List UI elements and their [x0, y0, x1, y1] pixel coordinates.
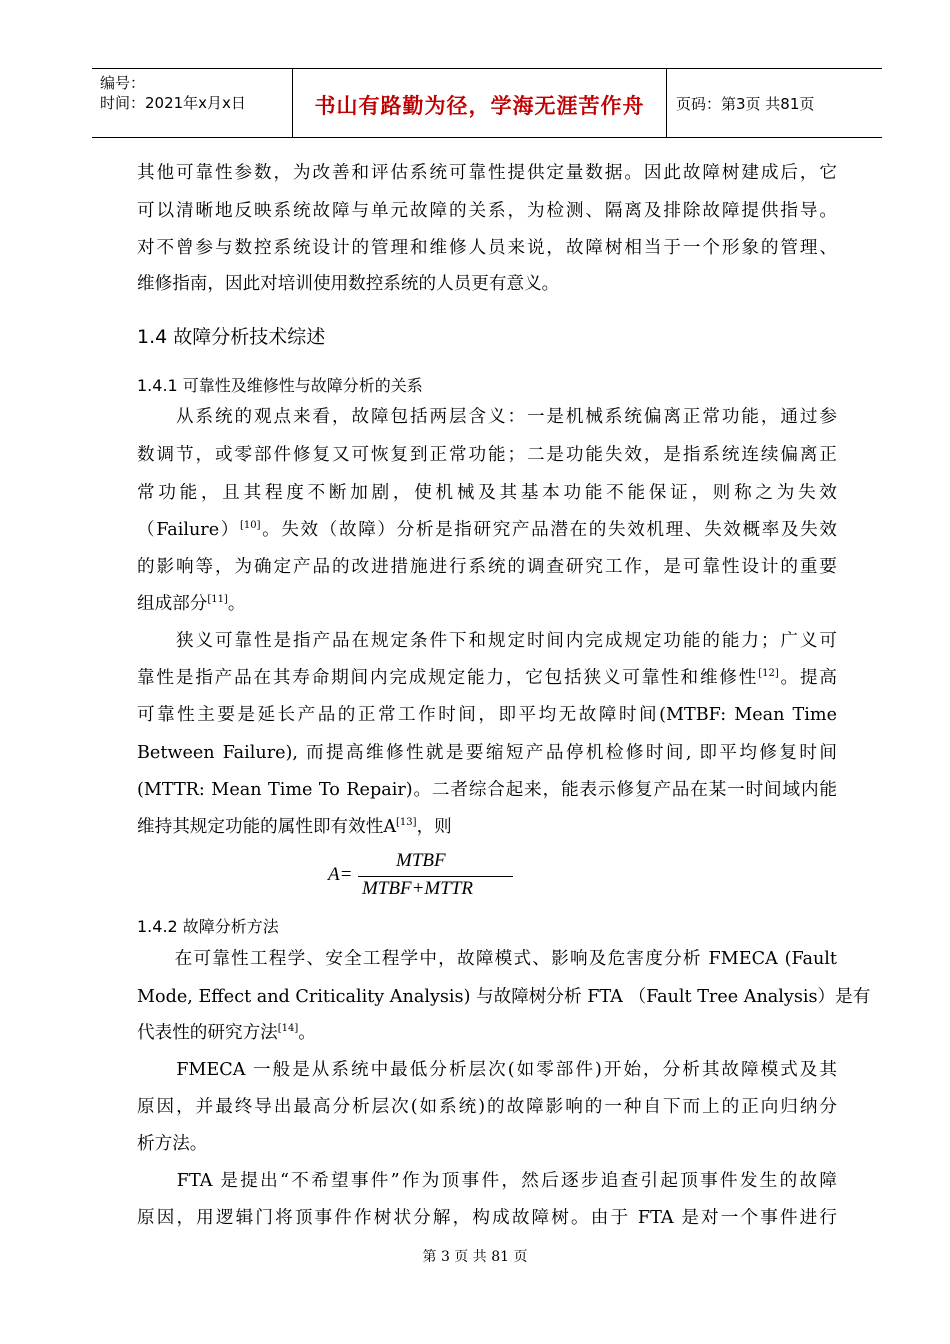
- text-line: 对不曾参与数控系统设计的管理和维修人员来说，故障树相当于一个形象的管理、: [137, 238, 837, 258]
- section-heading: 1.4 故障分析技术综述: [137, 326, 326, 348]
- text-span: 。失效（故障）分析是指研究产品潜在的失效机理、失效概率及失效: [260, 520, 837, 540]
- subsection-heading: 1.4.1 可靠性及维修性与故障分析的关系: [137, 376, 423, 395]
- citation: [10]: [239, 520, 261, 531]
- citation: [12]: [758, 668, 779, 679]
- citation: [11]: [207, 594, 228, 605]
- text-line: Mode, Effect and Criticality Analysis) 与故障树分析 FTA （Fault Tree Analysis）是有: [137, 987, 871, 1007]
- subsection-heading: 1.4.2 故障分析方法: [137, 917, 279, 936]
- text-line: 可靠性主要是延长产品的正常工作时间，即平均无故障时间(MTBF: Mean Time: [137, 705, 837, 725]
- text-span: 组成部分: [137, 594, 208, 614]
- page-footer: 第 3 页 共 81 页: [422, 1249, 528, 1265]
- text-line: [137, 815, 837, 839]
- text-line: 析方法。: [137, 1134, 208, 1154]
- text-line: (MTTR: Mean Time To Repair)。二者综合起来，能表示修复产品在某一时间域内能: [137, 780, 837, 800]
- text-line: 从系统的观点来看，故障包括两层含义：一是机械系统偏离正常功能，通过参: [137, 407, 837, 427]
- text-line: 常功能，且其程度不断加剧，使机械及其基本功能不能保证，则称之为失效: [137, 483, 837, 503]
- text-span: 维持其规定功能的属性即有效性A: [137, 817, 397, 837]
- text-span: 。: [298, 1023, 316, 1043]
- text-span: ，则: [416, 817, 452, 837]
- code-label: 编号：: [100, 74, 146, 92]
- header-page-cell: [666, 69, 882, 137]
- text-line: 原因，并最终导出最高分析层次(如系统)的故障影响的一种自下而上的正向归纳分: [137, 1097, 837, 1117]
- time-label: 时间：2021年x月x日: [100, 94, 246, 112]
- motto: 书山有路勤为径，学海无涯苦作舟: [314, 94, 645, 118]
- header-page-number: 页码：第3页 共81页: [676, 95, 815, 113]
- text-line: [137, 666, 837, 690]
- text-line: 原因，用逻辑门将顶事件作树状分解，构成故障树。由于 FTA 是对一个事件进行: [137, 1208, 837, 1228]
- text-line: 可以清晰地反映系统故障与单元故障的关系，为检测、隔离及排除故障提供指导。: [137, 201, 837, 221]
- header-meta-cell: [92, 69, 292, 137]
- text-span: 。提高: [778, 668, 837, 688]
- text-line: Between Failure), 而提高维修性就是要缩短产品停机检修时间, 即平均修复时间: [137, 743, 837, 763]
- text-line: 其他可靠性参数，为改善和评估系统可靠性提供定量数据。因此故障树建成后，它: [137, 163, 837, 183]
- citation: [14]: [277, 1023, 299, 1034]
- text-span: 靠性是指产品在其寿命期间内完成规定能力，它包括狭义可靠性和维修性: [137, 668, 759, 688]
- text-line: 维修指南，因此对培训使用数控系统的人员更有意义。: [137, 274, 560, 294]
- fraction-bar: [358, 876, 513, 877]
- text-line: 数调节，或零部件修复又可恢复到正常功能；二是功能失效，是指系统连续偏离正: [137, 445, 837, 465]
- text-line: 在可靠性工程学、安全工程学中，故障模式、影响及危害度分析 FMECA (Fault: [137, 949, 837, 969]
- text-line: [137, 518, 837, 542]
- text-span: 。: [227, 594, 246, 614]
- citation: [13]: [396, 817, 417, 828]
- text-line: FMECA 一般是从系统中最低分析层次(如零部件)开始，分析其故障模式及其: [137, 1060, 837, 1080]
- page-header: [92, 68, 882, 138]
- text-span: 代表性的研究方法: [137, 1023, 278, 1043]
- text-span: （Failure）: [137, 520, 240, 540]
- header-motto-cell: [292, 69, 667, 137]
- text-line: 狭义可靠性是指产品在规定条件下和规定时间内完成规定功能的能力；广义可: [137, 631, 837, 651]
- formula-lhs: A=: [328, 864, 353, 885]
- formula-denominator: MTBF+MTTR: [362, 878, 473, 899]
- formula-numerator: MTBF: [396, 850, 446, 871]
- availability-formula: [328, 850, 498, 904]
- text-line: 的影响等，为确定产品的改进措施进行系统的调查研究工作，是可靠性设计的重要: [137, 557, 837, 577]
- text-line: [137, 1021, 837, 1045]
- text-line: [137, 592, 837, 616]
- text-line: FTA 是提出“不希望事件”作为顶事件，然后逐步追查引起顶事件发生的故障: [137, 1171, 837, 1191]
